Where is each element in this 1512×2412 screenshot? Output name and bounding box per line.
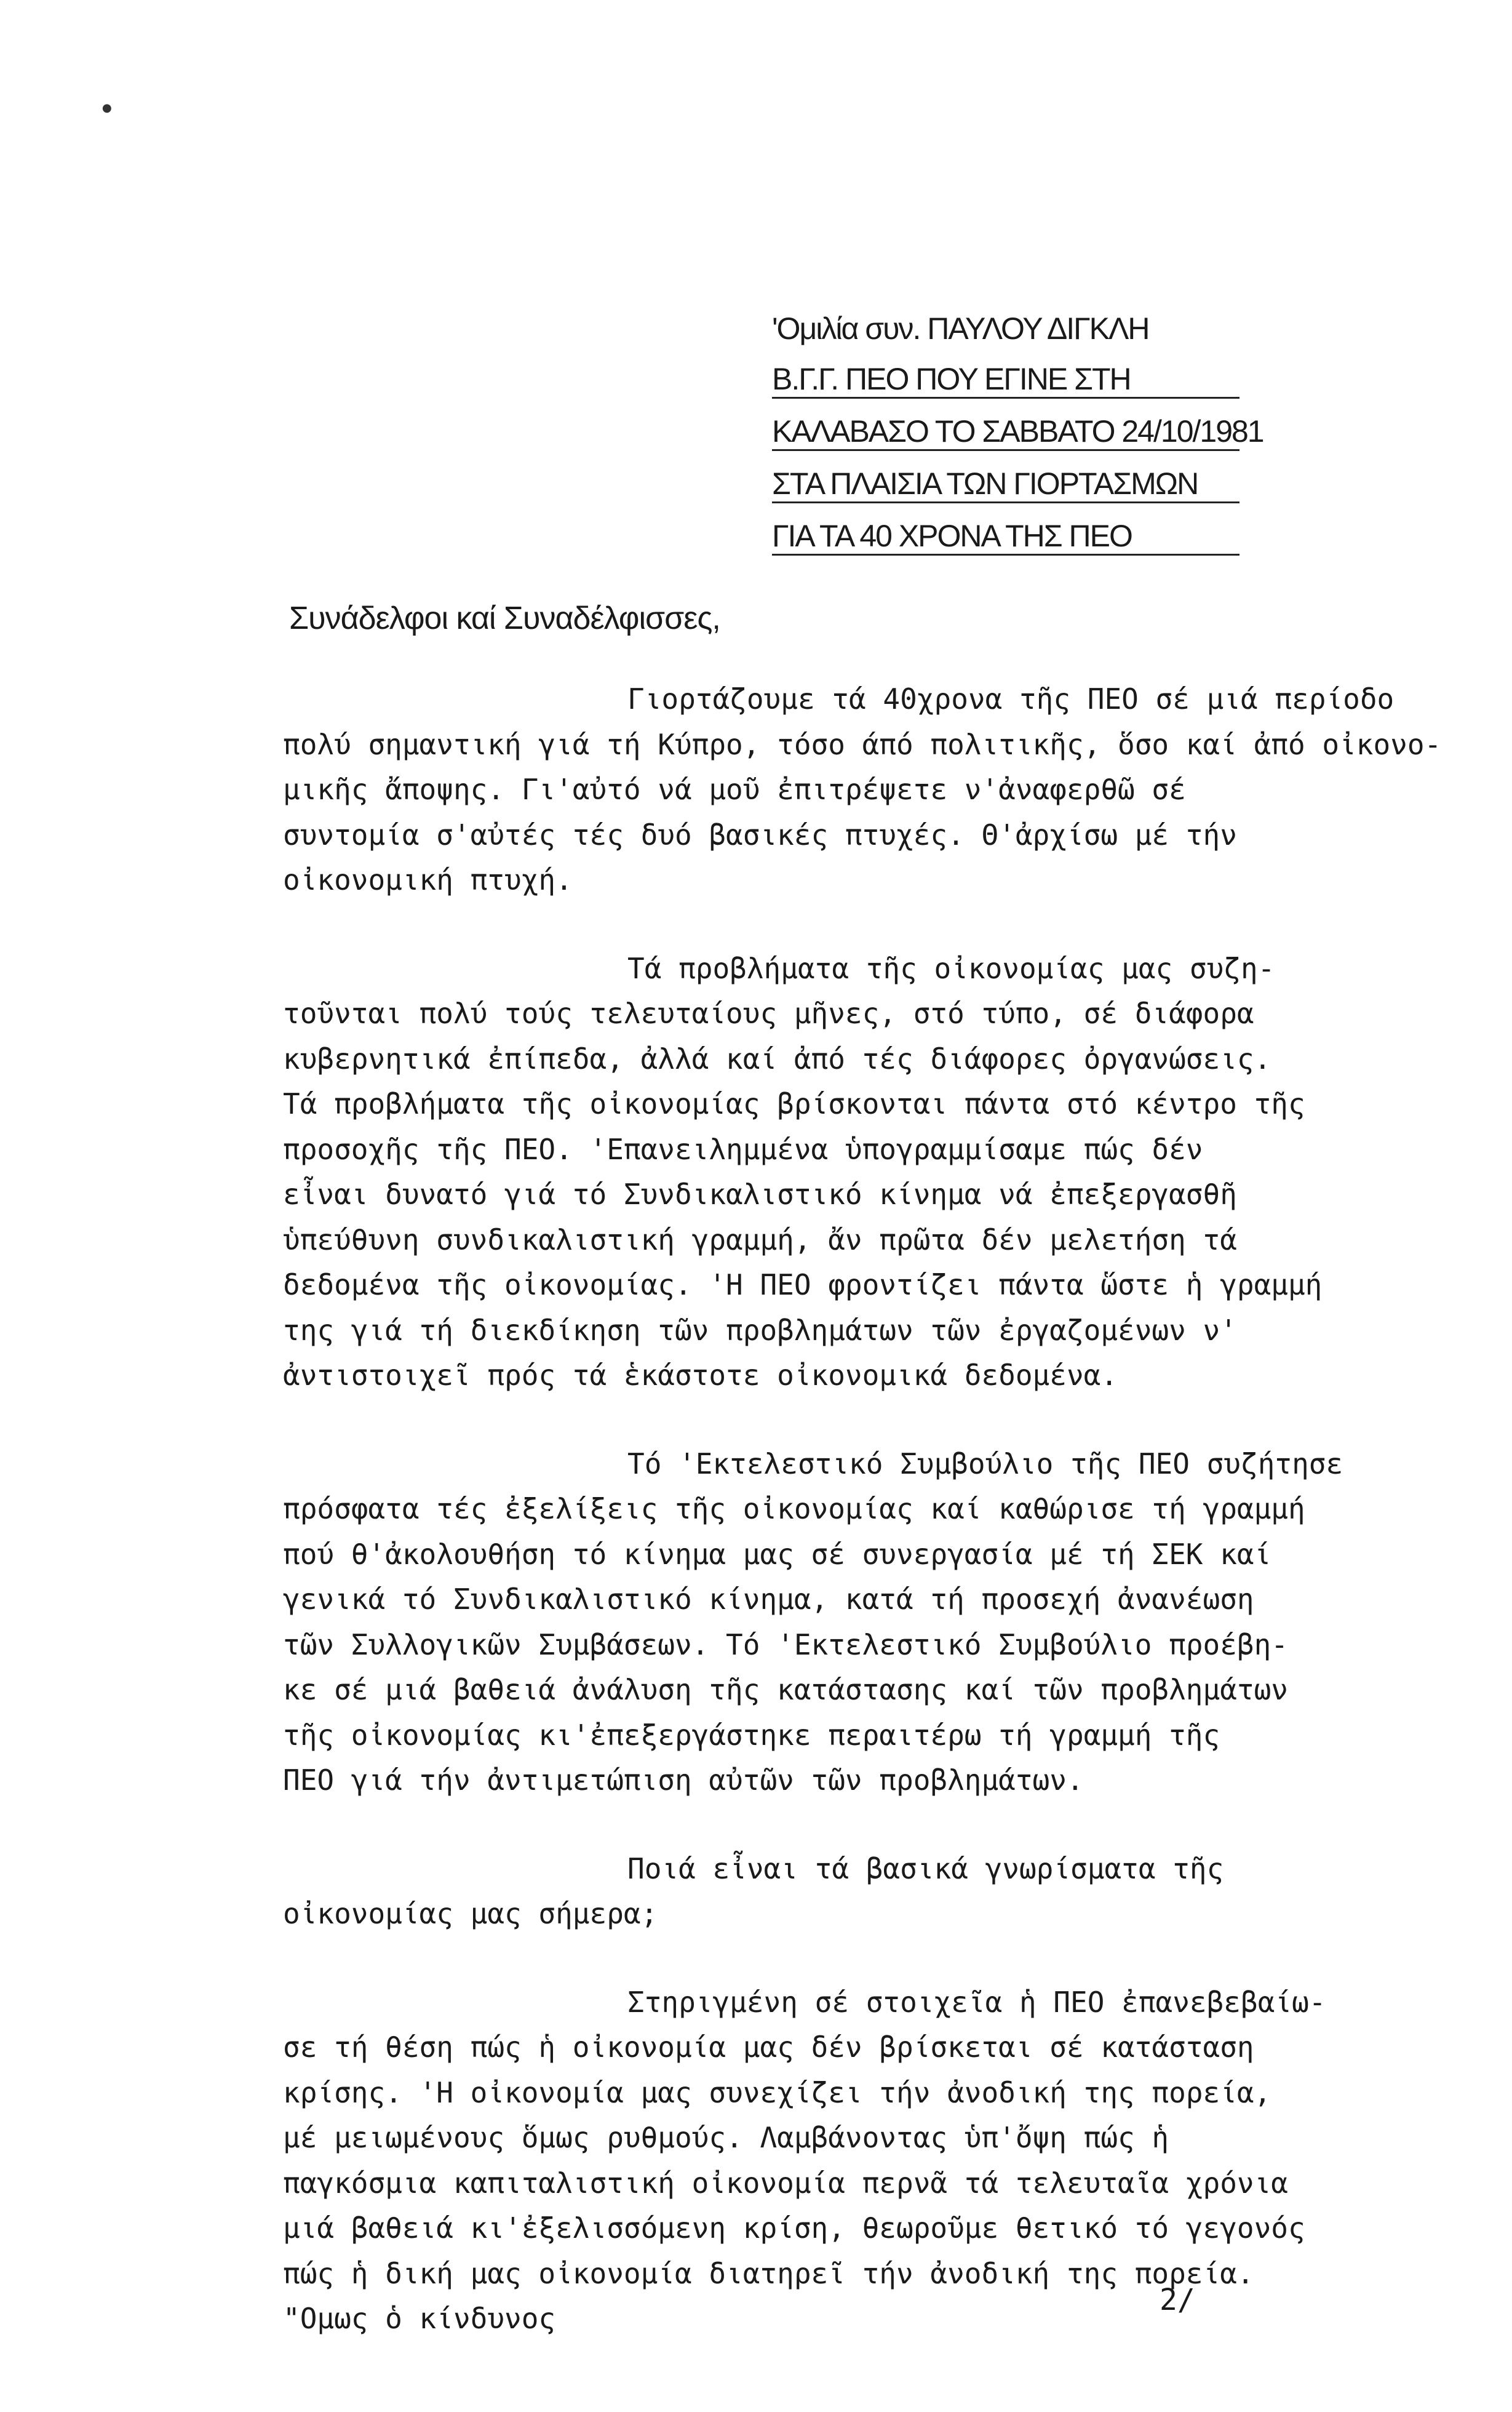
text-line: οἰκονομική πτυχή. <box>283 863 573 897</box>
speech-header <box>772 311 1263 556</box>
text-line: τοῦνται πολύ τούς τελευταίους μῆνες, στό τύπο, σέ διάφορα <box>283 997 1254 1030</box>
text-line: προσοχῆς τῆς ΠΕΟ. 'Επανειλημμένα ὑπογραμμίσαμε πώς δέν <box>283 1132 1203 1166</box>
text-line: ὑπεύθυνη συνδικαλιστική γραμμή, ἄν πρῶτα δέν μελετήση τά <box>283 1223 1237 1256</box>
text-line: ἀντιστοιχεῖ πρός τά ἑκάστοτε οἰκονομικά δεδομένα. <box>283 1359 1118 1392</box>
salutation: Συνάδελφοι καί Συναδέλφισσες, <box>289 601 720 636</box>
speech-body <box>283 677 1442 2342</box>
text-line: μικῆς ἄποψης. Γι'αὐτό νά μοῦ ἐπιτρέψετε ν'ἀναφερθῶ σέ <box>283 773 1186 806</box>
text-line: οἰκονομίας μας σήμερα; <box>283 1897 658 1930</box>
paragraph <box>283 1442 1403 1803</box>
text-line: κυβερνητικά ἐπίπεδα, ἀλλά καί ἀπό τές διάφορες ὀργανώσεις. <box>283 1042 1271 1076</box>
text-line: τῆς οἰκονομίας κι'ἐπεξεργάστηκε περαιτέρω τή γραμμή τῆς <box>283 1718 1220 1752</box>
header-line: 'Ομιλία συν. ΠΑΥΛΟΥ ΔΙΓΚΛΗ <box>772 311 1149 346</box>
text-line: Στηριγμένη σέ στοιχεῖα ἡ ΠΕΟ ἐπανεβεβαίω- <box>627 1985 1326 2019</box>
paragraph <box>283 1980 1403 2342</box>
text-line: Τό 'Εκτελεστικό Συμβούλιο τῆς ΠΕΟ συζήτησε <box>627 1447 1343 1480</box>
text-line: κρίσης. 'Η οἰκονομία μας συνεχίζει τήν ἀνοδική της πορεία, <box>283 2075 1271 2109</box>
text-line: τῶν Συλλογικῶν Συμβάσεων. Τό 'Εκτελεστικό Συμβούλιο προέβη- <box>283 1627 1288 1661</box>
text-line: παγκόσμια καπιταλιστική οἰκονομία περνᾶ τά τελευταῖα χρόνια <box>283 2166 1288 2200</box>
text-line: ΠΕΟ γιά τήν ἀντιμετώπιση αὐτῶν τῶν προβλημάτων. <box>283 1763 1084 1797</box>
text-line: Τά προβλήματα τῆς οἰκονομίας βρίσκονται πάντα στό κέντρο τῆς <box>283 1087 1305 1120</box>
page-number: 2/ <box>1160 2283 1195 2317</box>
text-line: εἶναι δυνατό γιά τό Συνδικαλιστικό κίνημα νά ἐπεξεργασθῆ <box>283 1178 1237 1211</box>
text-line: πολύ σημαντική γιά τή Κύπρο, τόσο άπό πολιτικῆς, ὅσο καί ἀπό οἰκονο- <box>283 727 1442 761</box>
text-line: Γιορτάζουμε τά 40χρονα τῆς ΠΕΟ σέ μιά περίοδο <box>627 682 1395 716</box>
text-line: πρόσφατα τές ἐξελίξεις τῆς οἰκονομίας καί καθώρισε τή γραμμή <box>283 1492 1305 1525</box>
paragraph <box>283 946 1403 1399</box>
text-line: μιά βαθειά κι'ἐξελισσόμενη κρίση, θεωροῦμε θετικό τό γεγονός <box>283 2211 1305 2245</box>
text-line: "Ομως ὁ κίνδυνος <box>283 2302 556 2335</box>
text-line: μέ μειωμένους ὅμως ρυθμούς. Λαμβάνοντας ὑπ'ὄψη πώς ἡ <box>283 2121 1169 2154</box>
text-line: Ποιά εἶναι τά βασικά γνωρίσματα τῆς <box>627 1851 1224 1885</box>
text-line: γενικά τό Συνδικαλιστικό κίνημα, κατά τή προσεχή ἀνανέωση <box>283 1583 1254 1616</box>
text-line: συντομία σ'αὐτές τές δυό βασικές πτυχές. Θ'ἀρχίσω μέ τήν <box>283 818 1237 852</box>
text-line: της γιά τή διεκδίκηση τῶν προβλημάτων τῶν ἐργαζομένων ν' <box>283 1313 1237 1347</box>
text-line: κε σέ μιά βαθειά ἀνάλυση τῆς κατάστασης καί τῶν προβλημάτων <box>283 1673 1288 1706</box>
paragraph <box>283 1847 1403 1937</box>
header-line: ΚΑΛΑΒΑΣΟ ΤΟ ΣΑΒΒΑΤΟ 24/10/1981 <box>772 413 1239 451</box>
header-line: ΣΤΑ ΠΛΑΙΣΙΑ ΤΩΝ ΓΙΟΡΤΑΣΜΩΝ <box>772 466 1239 503</box>
header-line: ΓΙΑ ΤΑ 40 ΧΡΟΝΑ ΤΗΣ ΠΕΟ <box>772 518 1239 556</box>
text-line: πώς ἡ δική μας οἰκονομία διατηρεῖ τήν ἀνοδική της πορεία. <box>283 2256 1254 2290</box>
text-line: Τά προβλήματα τῆς οἰκονομίας μας συζη- <box>627 951 1275 985</box>
text-line: πού θ'ἀκολουθήση τό κίνημα μας σέ συνεργασία μέ τή ΣΕΚ καί <box>283 1537 1271 1571</box>
header-line: Β.Γ.Γ. ΠΕΟ ΠΟΥ ΕΓΙΝΕ ΣΤΗ <box>772 361 1239 399</box>
text-line: σε τή θέση πώς ἡ οἰκονομία μας δέν βρίσκεται σέ κατάσταση <box>283 2031 1254 2064</box>
corner-mark: • <box>93 90 122 129</box>
paragraph <box>283 677 1442 903</box>
text-line: δεδομένα τῆς οἰκονομίας. 'Η ΠΕΟ φροντίζει πάντα ὥστε ἡ γραμμή <box>283 1268 1323 1301</box>
